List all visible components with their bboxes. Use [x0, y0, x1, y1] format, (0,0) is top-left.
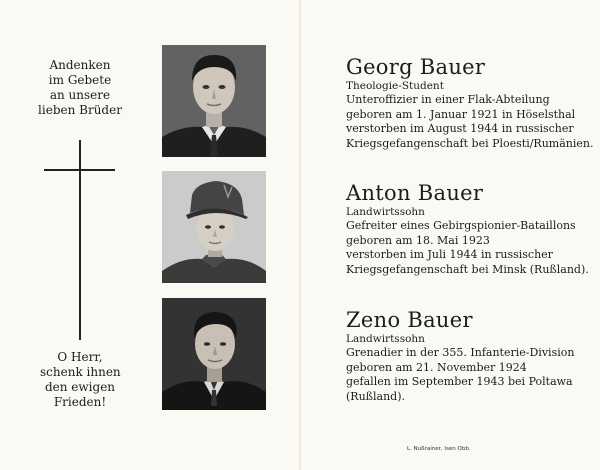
intro-text [30, 58, 130, 118]
person-death: verstorben im August 1944 in russischer [346, 122, 574, 135]
portrait-georg [162, 45, 266, 157]
person-death: gefallen im September 1943 bei Poltawa [346, 375, 573, 388]
portrait-zeno [162, 298, 266, 410]
card-fold [299, 0, 301, 470]
person-death-place: Kriegsgefangenschaft bei Minsk (Rußland). [346, 262, 589, 276]
person-birth: geboren am 1. Januar 1921 in Höselsthal [346, 107, 576, 121]
person-occupation: Landwirtssohn [346, 206, 425, 218]
person-rank: Grenadier in der 355. Infanterie-Division [346, 346, 575, 359]
intro-line: lieben Brüder [38, 103, 122, 117]
prayer-line: O Herr, [57, 350, 103, 364]
person-zeno [346, 308, 596, 404]
person-name: Zeno Bauer [346, 308, 473, 332]
person-occupation: Theologie-Student [346, 80, 444, 92]
person-rank: Unteroffizier in einer Flak-Abteilung [346, 93, 550, 106]
person-occupation: Landwirtssohn [346, 333, 425, 345]
person-anton [346, 181, 596, 277]
prayer-line: Frieden! [53, 395, 107, 409]
person-birth: geboren am 21. November 1924 [346, 360, 527, 374]
person-rank: Gefreiter eines Gebirgspionier-Bataillons [346, 219, 576, 232]
intro-line: Andenken [49, 58, 111, 72]
prayer-line: schenk ihnen [40, 365, 121, 379]
person-georg [346, 55, 596, 151]
prayer-text [40, 350, 120, 410]
intro-line: im Gebete [48, 73, 112, 87]
person-birth: geboren am 18. Mai 1923 [346, 233, 490, 247]
person-death: verstorben im Juli 1944 in russischer [346, 248, 553, 261]
portrait-anton [162, 171, 266, 283]
intro-line: an unsere [49, 88, 111, 102]
person-death-place: (Rußland). [346, 389, 405, 403]
printer-imprint: L. Nußrainer, Isen Obb. [407, 446, 471, 452]
cross-bar [44, 169, 115, 171]
person-name: Anton Bauer [346, 181, 484, 205]
person-name: Georg Bauer [346, 55, 486, 79]
prayer-line: den ewigen [44, 380, 116, 394]
person-death-place: Kriegsgefangenschaft bei Ploesti/Rumänien. [346, 136, 594, 150]
